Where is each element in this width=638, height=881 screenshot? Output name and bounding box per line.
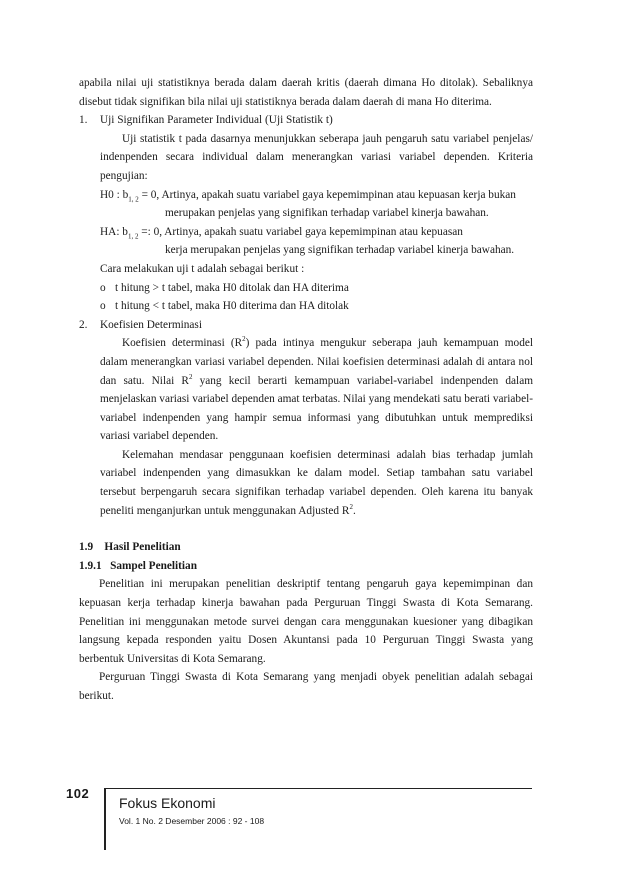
section-paragraph: Perguruan Tinggi Swasta di Kota Semarang yang menjadi obyek penelitian adalah sebagai berikut. bbox=[79, 671, 533, 702]
footer-rule bbox=[106, 788, 532, 789]
list-item bbox=[79, 297, 533, 316]
item-uji-t bbox=[79, 111, 533, 278]
item-number: 1. bbox=[79, 114, 88, 127]
item-koefisien-determinasi bbox=[79, 316, 533, 521]
item-paragraph: Kelemahan mendasar penggunaan koefisien determinasi adalah bias terhadap jumlah variabel indenpenden yang dimasukkan ke dalam model. Setiap tambahan satu variabel tersebut berpengaruh secara signifikan terhadap variabel dependen. Oleh karena itu banyak peneliti menganjurkan untuk menggunakan Adjusted $R^2$. bbox=[100, 448, 533, 517]
list-item bbox=[79, 279, 533, 298]
subsection-heading: 1.9.1 Sampel Penelitian bbox=[79, 559, 197, 572]
journal-title: Fokus Ekonomi bbox=[119, 795, 216, 811]
item-title: Koefisien Determinasi bbox=[100, 318, 202, 331]
item-title: Uji Signifikan Parameter Individual (Uji Statistik t) bbox=[100, 114, 333, 127]
bullet-symbol: o bbox=[100, 281, 106, 294]
section-heading: 1.9 Hasil Penelitian bbox=[79, 541, 181, 554]
footer-vertical-rule bbox=[104, 788, 106, 850]
intro-paragraph: apabila nilai uji statistiknya berada dalam daerah kritis (daerah dimana Ho ditolak). Sebaliknya disebut tidak signifikan bila nilai uji statistiknya berada dalam daerah di mana Ho diterima. bbox=[79, 77, 533, 108]
item-number: 2. bbox=[79, 318, 88, 331]
method-line: Cara melakukan uji t adalah sebagai berikut : bbox=[100, 262, 305, 275]
hypothesis-h0-continuation: merupakan penjelas yang signifikan terhadap variabel kinerja bawahan. bbox=[165, 207, 489, 220]
hypothesis-ha: HA: $b_{1, 2}$ =: 0, Artinya, apakah suatu variabel gaya kepemimpinan atau kepuasan bbox=[100, 225, 463, 240]
item-paragraph: Koefisien determinasi $(R^2)$ pada intinya mengukur seberapa jauh kemampuan model dalam menerangkan variasi variabel dependen. Nilai koefisien determinasi adalah di antara nol dan satu. Nilai $R^2$ yang kecil berarti kemampuan variabel-variabel indenpenden dalam menjelaskan variasi variabel dependen amat terbatas. Nilai yang mendekati satu berati variabel-variabel indenpenden yang hampir semua informasi yang dibutuhkan untuk memprediksi variasi variabel dependen. bbox=[100, 335, 533, 443]
journal-volume: Vol. 1 No. 2 Desember 2006 : 92 - 108 bbox=[119, 816, 265, 826]
page-number: 102 bbox=[66, 786, 90, 801]
hypothesis-ha-continuation: kerja merupakan penjelas yang signifikan terhadap variabel kinerja bawahan. bbox=[165, 244, 515, 257]
section-paragraph: Penelitian ini merupakan penelitian deskriptif tentang pengaruh gaya kepemimpinan dan kepuasan kerja terhadap kinerja bawahan pada Perguruan Tinggi Swasta di Kota Semarang. Penelitian ini menggunakan metode survei dengan cara menggunakan kuesioner yang dibagikan langsung kepada responden yaitu Dosen Akuntansi pada 10 Perguruan Tinggi Swasta yang berbentuk Universitas di Kota Semarang. bbox=[79, 578, 533, 665]
bullet-symbol: o bbox=[100, 300, 106, 313]
bullet-text: t hitung < t tabel, maka H0 diterima dan HA ditolak bbox=[115, 300, 349, 313]
hypothesis-h0: H0 : $b_{1, 2} = 0$, Artinya, apakah suatu variabel gaya kepemimpinan atau kepuasan kerja bukan bbox=[100, 188, 516, 203]
document-body bbox=[79, 74, 533, 706]
item-paragraph: Uji statistik t pada dasarnya menunjukkan seberapa jauh pengaruh satu variabel penjelas/ indenpenden secara individual dalam menerangkan variasi variabel dependen. Kriteria pengujian: bbox=[100, 132, 533, 182]
bullet-text: t hitung > t tabel, maka H0 ditolak dan HA diterima bbox=[115, 281, 349, 294]
